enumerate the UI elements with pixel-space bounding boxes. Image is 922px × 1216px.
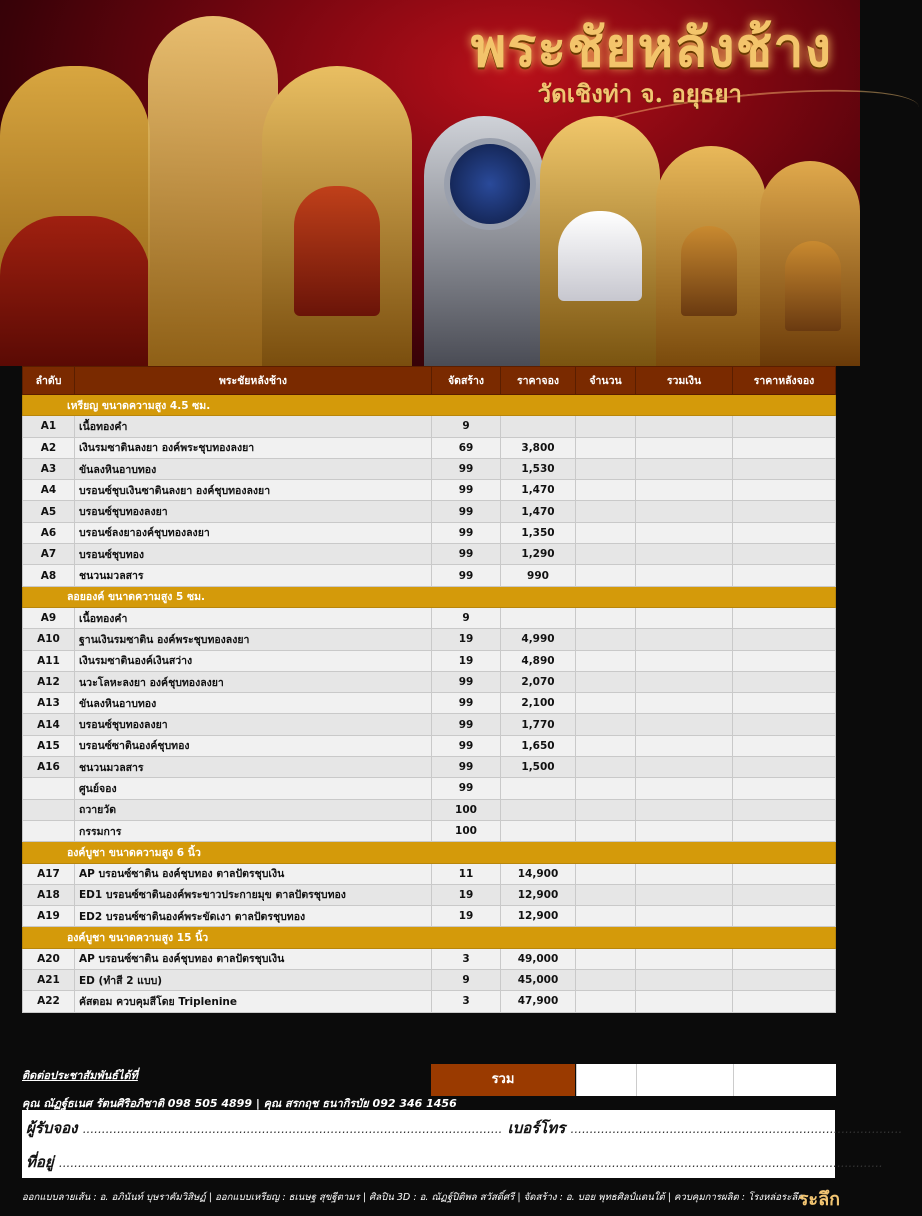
banner-title: พระชัยหลังช้าง bbox=[470, 15, 832, 79]
item-code: A2 bbox=[23, 437, 75, 458]
item-name: บรอนซ์ชุบทองลงยา bbox=[75, 501, 432, 522]
item-price: 2,070 bbox=[501, 671, 576, 692]
item-name: ED (ทำสี 2 แบบ) bbox=[75, 970, 432, 991]
item-production-qty: 99 bbox=[432, 522, 501, 543]
order-amount-cell[interactable] bbox=[636, 799, 733, 820]
item-production-qty: 19 bbox=[432, 629, 501, 650]
table-row bbox=[23, 948, 836, 969]
after-price-cell[interactable] bbox=[733, 522, 836, 543]
item-price bbox=[501, 820, 576, 841]
item-code bbox=[23, 799, 75, 820]
item-code bbox=[23, 820, 75, 841]
banner-subtitle: วัดเชิงท่า จ. อยุธยา bbox=[537, 79, 742, 108]
total-quantity-cell[interactable] bbox=[576, 1064, 636, 1096]
ornamental-fan-image bbox=[148, 16, 278, 366]
item-production-qty: 99 bbox=[432, 501, 501, 522]
section-header-row bbox=[23, 395, 836, 416]
after-price-cell[interactable] bbox=[733, 544, 836, 565]
order-table bbox=[22, 366, 836, 1013]
order-amount-cell[interactable] bbox=[636, 693, 733, 714]
item-name: ED1 บรอนซ์ซาตินองค์พระขาวประกายมุข ตาลปัตรชุบทอง bbox=[75, 884, 432, 905]
after-price-cell[interactable] bbox=[733, 757, 836, 778]
order-amount-cell[interactable] bbox=[636, 735, 733, 756]
total-amount-cell[interactable] bbox=[636, 1064, 733, 1096]
after-price-cell[interactable] bbox=[733, 693, 836, 714]
table-row bbox=[23, 693, 836, 714]
after-price-cell[interactable] bbox=[733, 906, 836, 927]
item-code: A6 bbox=[23, 522, 75, 543]
order-quantity-cell[interactable] bbox=[576, 820, 636, 841]
item-code: A18 bbox=[23, 884, 75, 905]
item-name: บรอนซ์ลงยาองค์ชุบทองลงยา bbox=[75, 522, 432, 543]
section-header-row bbox=[23, 842, 836, 863]
table-row bbox=[23, 757, 836, 778]
order-quantity-cell[interactable] bbox=[576, 458, 636, 479]
order-quantity-cell[interactable] bbox=[576, 863, 636, 884]
item-price: 1,350 bbox=[501, 522, 576, 543]
item-price bbox=[501, 799, 576, 820]
item-price: 12,900 bbox=[501, 906, 576, 927]
item-production-qty: 99 bbox=[432, 735, 501, 756]
item-code: A22 bbox=[23, 991, 75, 1012]
after-price-cell[interactable] bbox=[733, 501, 836, 522]
statue-silver-wheel-image bbox=[424, 116, 544, 366]
table-row bbox=[23, 458, 836, 479]
order-amount-cell[interactable] bbox=[636, 906, 733, 927]
item-code: A4 bbox=[23, 480, 75, 501]
item-code: A9 bbox=[23, 607, 75, 628]
item-price: 1,530 bbox=[501, 458, 576, 479]
table-row bbox=[23, 629, 836, 650]
order-quantity-cell[interactable] bbox=[576, 948, 636, 969]
after-price-cell[interactable] bbox=[733, 970, 836, 991]
item-price: 1,770 bbox=[501, 714, 576, 735]
after-price-cell[interactable] bbox=[733, 437, 836, 458]
table-row bbox=[23, 778, 836, 799]
item-code bbox=[23, 778, 75, 799]
after-price-cell[interactable] bbox=[733, 820, 836, 841]
after-price-cell[interactable] bbox=[733, 629, 836, 650]
after-price-cell[interactable] bbox=[733, 948, 836, 969]
item-code: A5 bbox=[23, 501, 75, 522]
item-production-qty: 3 bbox=[432, 991, 501, 1012]
header-item-name: พระชัยหลังช้าง bbox=[75, 367, 432, 395]
item-price: 1,470 bbox=[501, 501, 576, 522]
order-quantity-cell[interactable] bbox=[576, 970, 636, 991]
item-name: AP บรอนซ์ซาติน องค์ชุบทอง ตาลปัตรชุบเงิน bbox=[75, 863, 432, 884]
after-price-cell[interactable] bbox=[733, 458, 836, 479]
order-quantity-cell[interactable] bbox=[576, 671, 636, 692]
table-row bbox=[23, 671, 836, 692]
statue-white-image bbox=[540, 116, 660, 366]
header-quantity: จำนวน bbox=[576, 367, 636, 395]
item-price bbox=[501, 778, 576, 799]
table-row bbox=[23, 799, 836, 820]
contact-block bbox=[22, 1066, 457, 1112]
after-price-cell[interactable] bbox=[733, 778, 836, 799]
after-price-cell[interactable] bbox=[733, 480, 836, 501]
item-production-qty: 99 bbox=[432, 458, 501, 479]
order-amount-cell[interactable] bbox=[636, 501, 733, 522]
item-price: 1,470 bbox=[501, 480, 576, 501]
after-price-cell[interactable] bbox=[733, 565, 836, 586]
item-name: บรอนซ์ชุบเงินซาตินลงยา องค์ชุบทองลงยา bbox=[75, 480, 432, 501]
order-amount-cell[interactable] bbox=[636, 458, 733, 479]
order-quantity-cell[interactable] bbox=[576, 906, 636, 927]
table-row bbox=[23, 735, 836, 756]
total-after-price-cell[interactable] bbox=[733, 1064, 836, 1096]
credits-footer: ออกแบบลายเส้น : อ. อภินันท์ บุษราคัมวิสิษฏ์ | ออกแบบเหรียญ : ธเนษฐ สุขฐีตามร | ศิลปิน 3D : อ. ณัฏฐ์ปิติพล สวัสดิ์ศรี | จัดสร้าง : อ. บอย พุทธศิลป์แดนใต้ | ควบคุมการผลิต : โรงหล่อระลึก bbox=[22, 1192, 804, 1203]
hero-banner bbox=[0, 0, 860, 366]
order-quantity-cell[interactable] bbox=[576, 799, 636, 820]
order-amount-cell[interactable] bbox=[636, 607, 733, 628]
order-amount-cell[interactable] bbox=[636, 884, 733, 905]
table-row bbox=[23, 416, 836, 437]
after-price-cell[interactable] bbox=[733, 991, 836, 1012]
after-price-cell[interactable] bbox=[733, 650, 836, 671]
item-name: เงินรมซาตินองค์เงินสว่าง bbox=[75, 650, 432, 671]
foundry-logo: ระลึก bbox=[798, 1189, 840, 1210]
item-code: A11 bbox=[23, 650, 75, 671]
after-price-cell[interactable] bbox=[733, 671, 836, 692]
table-row bbox=[23, 650, 836, 671]
item-price: 1,500 bbox=[501, 757, 576, 778]
item-production-qty: 9 bbox=[432, 416, 501, 437]
item-code: A10 bbox=[23, 629, 75, 650]
after-price-cell[interactable] bbox=[733, 799, 836, 820]
section-label: ลอยองค์ ขนาดความสูง 5 ซม. bbox=[23, 586, 836, 607]
order-amount-cell[interactable] bbox=[636, 671, 733, 692]
contact-people: คุณ ณัฏฐ์ธเนศ รัตนศิริอภิชาติ 098 505 4899 | คุณ สรกฤช ธนากิรบัย 092 346 1456 bbox=[22, 1097, 457, 1110]
item-code: A3 bbox=[23, 458, 75, 479]
order-quantity-cell[interactable] bbox=[576, 565, 636, 586]
order-quantity-cell[interactable] bbox=[576, 778, 636, 799]
item-name: บรอนซ์ชุบทอง bbox=[75, 544, 432, 565]
item-production-qty: 19 bbox=[432, 650, 501, 671]
item-code: A8 bbox=[23, 565, 75, 586]
order-quantity-cell[interactable] bbox=[576, 735, 636, 756]
item-code: A12 bbox=[23, 671, 75, 692]
order-amount-cell[interactable] bbox=[636, 991, 733, 1012]
item-price bbox=[501, 607, 576, 628]
item-production-qty: 19 bbox=[432, 906, 501, 927]
booking-form bbox=[22, 1110, 903, 1178]
section-label: องค์บูชา ขนาดความสูง 6 นิ้ว bbox=[23, 842, 836, 863]
order-amount-cell[interactable] bbox=[636, 820, 733, 841]
order-quantity-cell[interactable] bbox=[576, 544, 636, 565]
statue-red-robe-image bbox=[262, 66, 412, 366]
table-row bbox=[23, 522, 836, 543]
item-production-qty: 19 bbox=[432, 884, 501, 905]
item-name: AP บรอนซ์ซาติน องค์ชุบทอง ตาลปัตรชุบเงิน bbox=[75, 948, 432, 969]
section-label: องค์บูชา ขนาดความสูง 15 นิ้ว bbox=[23, 927, 836, 948]
item-price bbox=[501, 416, 576, 437]
item-price: 12,900 bbox=[501, 884, 576, 905]
item-price: 3,800 bbox=[501, 437, 576, 458]
order-amount-cell[interactable] bbox=[636, 714, 733, 735]
order-quantity-cell[interactable] bbox=[576, 480, 636, 501]
order-amount-cell[interactable] bbox=[636, 948, 733, 969]
contact-heading: ติดต่อประชาสัมพันธ์ได้ที่ bbox=[22, 1069, 138, 1082]
item-price: 4,890 bbox=[501, 650, 576, 671]
item-name: บรอนซ์ซาตินองค์ชุบทอง bbox=[75, 735, 432, 756]
table-row bbox=[23, 863, 836, 884]
table-row bbox=[23, 991, 836, 1012]
table-header-row bbox=[23, 367, 836, 395]
item-price: 990 bbox=[501, 565, 576, 586]
buddha-statue-image bbox=[0, 66, 150, 366]
item-production-qty: 9 bbox=[432, 607, 501, 628]
table-row bbox=[23, 884, 836, 905]
item-name: ถวายวัด bbox=[75, 799, 432, 820]
item-production-qty: 99 bbox=[432, 757, 501, 778]
order-amount-cell[interactable] bbox=[636, 863, 733, 884]
header-after-booking-price: ราคาหลังจอง bbox=[733, 367, 836, 395]
item-price: 2,100 bbox=[501, 693, 576, 714]
table-row bbox=[23, 820, 836, 841]
item-price: 4,990 bbox=[501, 629, 576, 650]
order-amount-cell[interactable] bbox=[636, 522, 733, 543]
item-name: นวะโลหะลงยา องค์ชุบทองลงยา bbox=[75, 671, 432, 692]
address-row[interactable]: ที่อยู่ ........................................................................................................................................................................................................................ bbox=[26, 1153, 883, 1171]
after-price-cell[interactable] bbox=[733, 884, 836, 905]
statue-gold-small-image bbox=[760, 161, 860, 366]
item-name: กรรมการ bbox=[75, 820, 432, 841]
order-amount-cell[interactable] bbox=[636, 970, 733, 991]
after-price-cell[interactable] bbox=[733, 863, 836, 884]
table-row bbox=[23, 501, 836, 522]
item-production-qty: 9 bbox=[432, 970, 501, 991]
table-row bbox=[23, 714, 836, 735]
item-price: 1,290 bbox=[501, 544, 576, 565]
item-price: 47,900 bbox=[501, 991, 576, 1012]
after-price-cell[interactable] bbox=[733, 607, 836, 628]
item-code: A14 bbox=[23, 714, 75, 735]
order-amount-cell[interactable] bbox=[636, 629, 733, 650]
table-row bbox=[23, 906, 836, 927]
section-label: เหรียญ ขนาดความสูง 4.5 ซม. bbox=[23, 395, 836, 416]
item-production-qty: 99 bbox=[432, 714, 501, 735]
order-amount-cell[interactable] bbox=[636, 416, 733, 437]
booker-label: ผู้รับจอง bbox=[26, 1119, 78, 1137]
order-quantity-cell[interactable] bbox=[576, 607, 636, 628]
item-name: ขันลงหินอาบทอง bbox=[75, 458, 432, 479]
table-row bbox=[23, 480, 836, 501]
item-production-qty: 99 bbox=[432, 693, 501, 714]
item-name: ขันลงหินอาบทอง bbox=[75, 693, 432, 714]
order-quantity-cell[interactable] bbox=[576, 714, 636, 735]
item-name: บรอนซ์ชุบทองลงยา bbox=[75, 714, 432, 735]
total-label: รวม bbox=[431, 1064, 575, 1096]
item-code: A17 bbox=[23, 863, 75, 884]
order-quantity-cell[interactable] bbox=[576, 416, 636, 437]
table-row bbox=[23, 437, 836, 458]
item-name: ED2 บรอนซ์ซาตินองค์พระขัดเงา ตาลปัตรชุบทอง bbox=[75, 906, 432, 927]
item-production-qty: 69 bbox=[432, 437, 501, 458]
order-quantity-cell[interactable] bbox=[576, 757, 636, 778]
item-code: A21 bbox=[23, 970, 75, 991]
item-production-qty: 99 bbox=[432, 480, 501, 501]
item-production-qty: 3 bbox=[432, 948, 501, 969]
table-row bbox=[23, 970, 836, 991]
item-production-qty: 99 bbox=[432, 778, 501, 799]
item-name: ชนวนมวลสาร bbox=[75, 757, 432, 778]
table-row bbox=[23, 607, 836, 628]
header-index: ลำดับ bbox=[23, 367, 75, 395]
item-code: A1 bbox=[23, 416, 75, 437]
phone-label: เบอร์โทร bbox=[507, 1119, 566, 1137]
item-production-qty: 11 bbox=[432, 863, 501, 884]
section-header-row bbox=[23, 927, 836, 948]
order-quantity-cell[interactable] bbox=[576, 991, 636, 1012]
item-code: A15 bbox=[23, 735, 75, 756]
booker-row[interactable]: ผู้รับจอง .............................................................................................................. เบอร์โทร ....................................................................................... bbox=[26, 1119, 903, 1137]
order-quantity-cell[interactable] bbox=[576, 693, 636, 714]
item-name: เนื้อทองคำ bbox=[75, 416, 432, 437]
section-header-row bbox=[23, 586, 836, 607]
after-price-cell[interactable] bbox=[733, 714, 836, 735]
header-booking-price: ราคาจอง bbox=[501, 367, 576, 395]
table-body bbox=[23, 395, 836, 1013]
item-code: A19 bbox=[23, 906, 75, 927]
item-code: A13 bbox=[23, 693, 75, 714]
item-price: 14,900 bbox=[501, 863, 576, 884]
order-quantity-cell[interactable] bbox=[576, 437, 636, 458]
item-code: A7 bbox=[23, 544, 75, 565]
item-production-qty: 100 bbox=[432, 799, 501, 820]
order-quantity-cell[interactable] bbox=[576, 501, 636, 522]
item-name: ศูนย์จอง bbox=[75, 778, 432, 799]
order-amount-cell[interactable] bbox=[636, 480, 733, 501]
order-quantity-cell[interactable] bbox=[576, 884, 636, 905]
item-production-qty: 99 bbox=[432, 544, 501, 565]
item-name: เนื้อทองคำ bbox=[75, 607, 432, 628]
header-production: จัดสร้าง bbox=[432, 367, 501, 395]
header-total: รวมเงิน bbox=[636, 367, 733, 395]
item-production-qty: 100 bbox=[432, 820, 501, 841]
item-code: A20 bbox=[23, 948, 75, 969]
order-quantity-cell[interactable] bbox=[576, 629, 636, 650]
order-amount-cell[interactable] bbox=[636, 757, 733, 778]
item-code: A16 bbox=[23, 757, 75, 778]
item-name: ชนวนมวลสาร bbox=[75, 565, 432, 586]
after-price-cell[interactable] bbox=[733, 416, 836, 437]
order-amount-cell[interactable] bbox=[636, 778, 733, 799]
item-price: 49,000 bbox=[501, 948, 576, 969]
order-amount-cell[interactable] bbox=[636, 544, 733, 565]
item-name: คัสตอม ควบคุมสีโดย Triplenine bbox=[75, 991, 432, 1012]
order-amount-cell[interactable] bbox=[636, 650, 733, 671]
statue-gold-image bbox=[656, 146, 766, 366]
item-name: ฐานเงินรมซาติน องค์พระชุบทองลงยา bbox=[75, 629, 432, 650]
item-price: 1,650 bbox=[501, 735, 576, 756]
order-amount-cell[interactable] bbox=[636, 437, 733, 458]
order-quantity-cell[interactable] bbox=[576, 650, 636, 671]
item-production-qty: 99 bbox=[432, 671, 501, 692]
table-row bbox=[23, 565, 836, 586]
item-production-qty: 99 bbox=[432, 565, 501, 586]
order-quantity-cell[interactable] bbox=[576, 522, 636, 543]
address-label: ที่อยู่ bbox=[26, 1153, 54, 1171]
table-row bbox=[23, 544, 836, 565]
item-price: 45,000 bbox=[501, 970, 576, 991]
after-price-cell[interactable] bbox=[733, 735, 836, 756]
item-name: เงินรมซาตินลงยา องค์พระชุบทองลงยา bbox=[75, 437, 432, 458]
order-amount-cell[interactable] bbox=[636, 565, 733, 586]
